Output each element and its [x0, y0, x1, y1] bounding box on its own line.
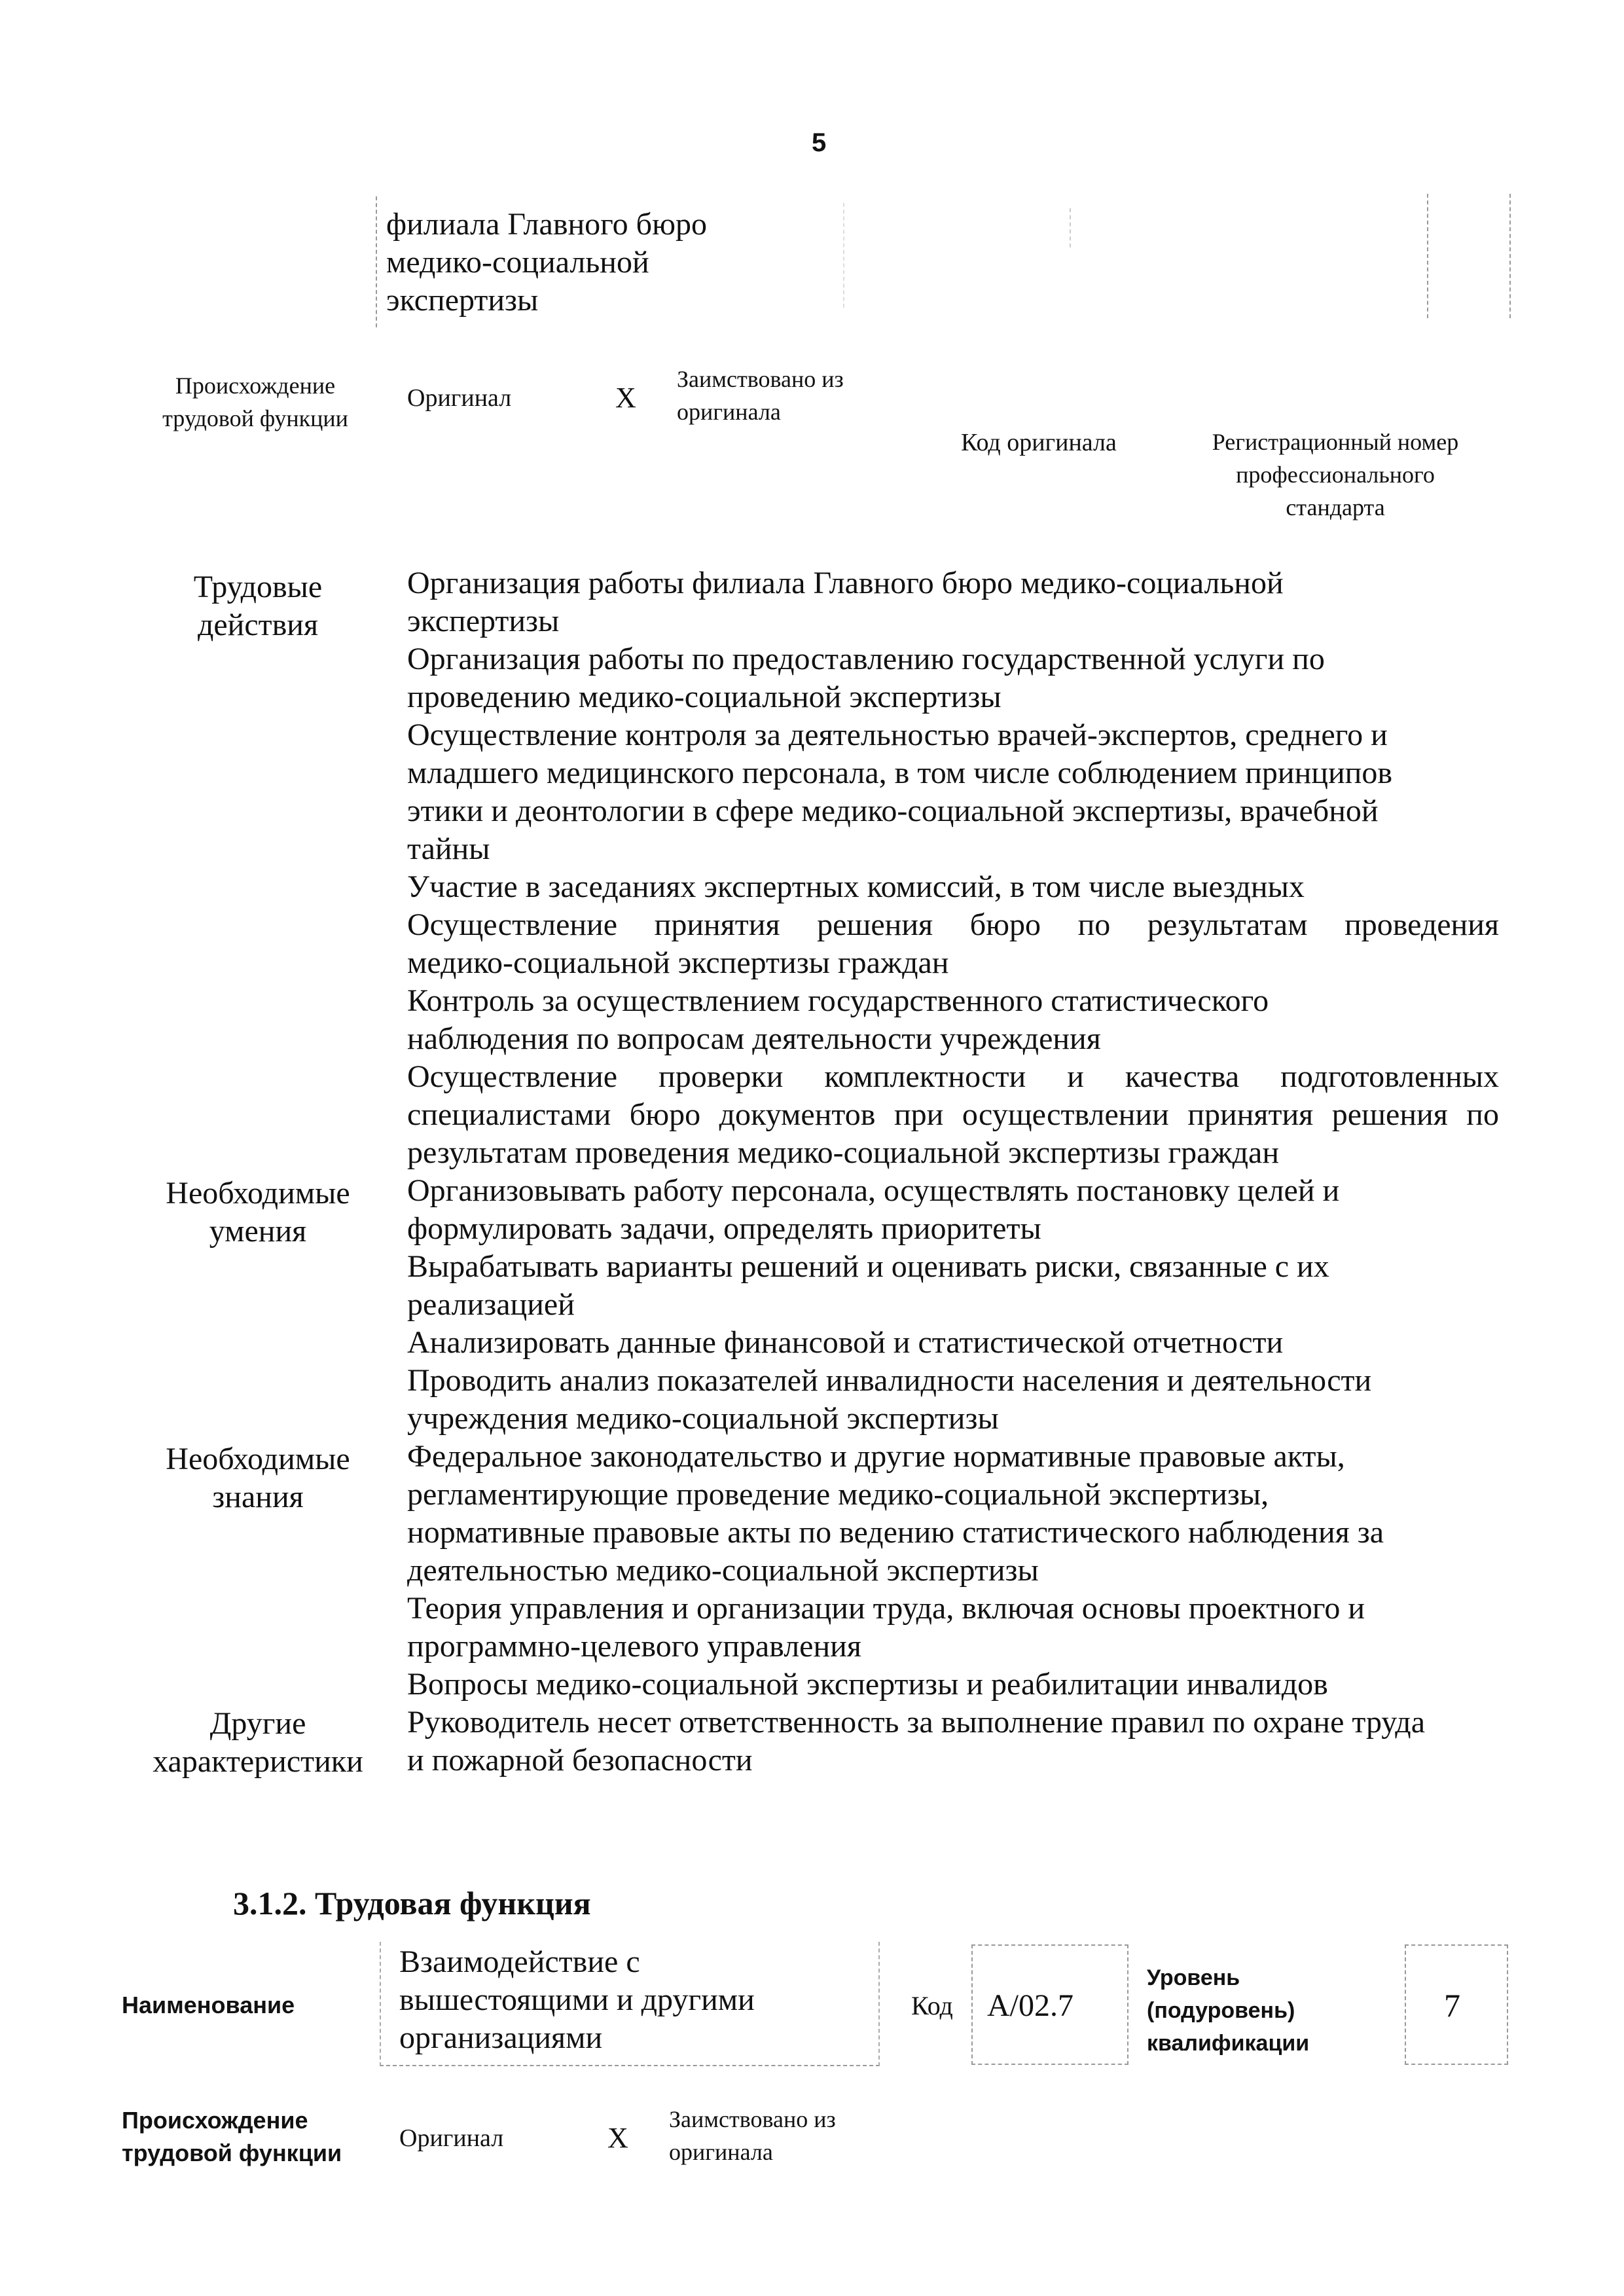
labor-action-item: Осуществление проверки комплектности и качества подготовленных специалистами бюро документов при осуществлении принятия решения по результатам проведения медико-социальной экспертизы граждан: [407, 1059, 1499, 1170]
name-line: филиала Главного бюро: [386, 207, 707, 242]
divider: [1427, 194, 1428, 318]
divider: [843, 203, 844, 308]
labor-action-item: Осуществление контроля за деятельностью врачей-экспертов, среднего и младшего медицинского персонала, в том числе соблюдением принципов этики и деонтологии в сфере медико-социальной экспертизы, врачебной тайны: [407, 718, 1393, 866]
name-line: медико-социальной: [386, 245, 649, 280]
skill-item: Проводить анализ показателей инвалидности населения и деятельности учреждения медико-социальной экспертизы: [407, 1363, 1372, 1436]
labor-action-item: Организация работы филиала Главного бюро медико-социальной экспертизы: [407, 566, 1284, 638]
knowledge-item: Вопросы медико-социальной экспертизы и реабилитации инвалидов: [407, 1667, 1328, 1702]
function-name: Взаимодействие с вышестоящими и другими организациями: [399, 1944, 755, 2055]
skill-item: Вырабатывать варианты решений и оценивать риски, связанные с их реализацией: [407, 1249, 1329, 1322]
origin2-mark: X: [607, 2122, 628, 2154]
other-item: Руководитель несет ответственность за выполнение правил по охране труда и пожарной безопасности: [407, 1705, 1426, 1777]
skill-item: Анализировать данные финансовой и статистической отчетности: [407, 1325, 1284, 1360]
labor-action-item: Контроль за осуществлением государственного статистического наблюдения по вопросам деятельности учреждения: [407, 983, 1269, 1056]
origin-original: Оригинал: [407, 384, 512, 412]
level-value: 7: [1444, 1987, 1460, 2024]
knowledge-label: Необходимые знания: [166, 1442, 350, 1514]
labor-action-item: Участие в заседаниях экспертных комиссий, в том числе выездных: [407, 869, 1305, 904]
origin-label: Происхождение трудовой функции: [162, 373, 348, 431]
labor-action-item: Осуществление принятия решения бюро по результатам проведения медико-социальной экспертизы граждан: [407, 907, 1499, 980]
divider: [1070, 208, 1071, 247]
name-line: экспертизы: [386, 283, 539, 318]
page-number: 5: [812, 128, 827, 157]
level-label: Уровень (подуровень) квалификации: [1147, 1965, 1310, 2056]
labor-action-item: Организация работы по предоставлению государственной услуги по проведению медико-социальной экспертизы: [407, 642, 1325, 714]
knowledge-item: Теория управления и организации труда, включая основы проектного и программно-целевого управления: [407, 1591, 1365, 1664]
origin2-label: Происхождение трудовой функции: [122, 2107, 342, 2166]
reg-number-label: Регистрационный номер профессионального стандарта: [1212, 429, 1459, 520]
code-value: А/02.7: [987, 1988, 1074, 2023]
origin2-original: Оригинал: [399, 2124, 504, 2152]
code-label: Код: [911, 1991, 953, 2020]
name-box-left-edge: [376, 196, 377, 327]
code-original-label: Код оригинала: [961, 429, 1117, 456]
divider: [1509, 194, 1511, 318]
origin-borrowed: Заимствовано из оригинала: [677, 366, 844, 425]
continued-function-name: [386, 206, 844, 319]
section-heading: 3.1.2. Трудовая функция: [233, 1885, 591, 1922]
other-label: Другие характеристики: [153, 1706, 363, 1779]
skill-item: Организовывать работу персонала, осуществлять постановку целей и формулировать задачи, определять приоритеты: [407, 1173, 1340, 1246]
origin2-borrowed: Заимствовано из оригинала: [669, 2106, 836, 2165]
labor-actions-label: Трудовые действия: [193, 570, 323, 642]
knowledge-item: Федеральное законодательство и другие нормативные правовые акты, регламентирующие проведение медико-социальной экспертизы, нормативные правовые акты по ведению статистического наблюдения за деятельностью медико-социальной экспертизы: [407, 1439, 1384, 1588]
origin-mark: X: [615, 382, 636, 414]
name-label: Наименование: [122, 1992, 295, 2018]
skills-label: Необходимые умения: [166, 1176, 350, 1248]
